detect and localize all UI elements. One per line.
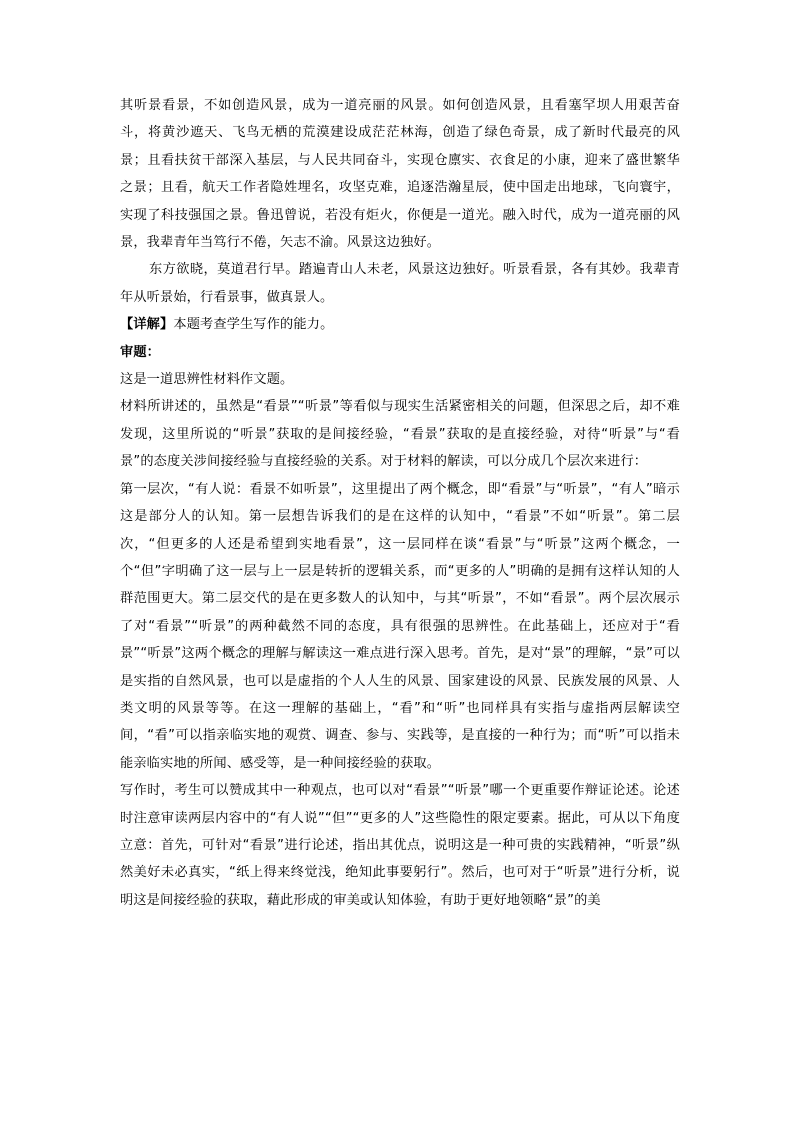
analysis-paragraph-4: 写作时，考生可以赞成其中一种观点，也可以对“看景”“听景”哪一个更重要作辩证论述。论述时注意审读两层内容中的“有人说”“但”“更多的人”这些隐性的限定要素。据此，可从以下角度立意：首先，可针对“看景”进行论述，指出其优点，说明这是一种可贵的实践精神，“听景”纵然美好未必真实，“纸上得来终觉浅，绝知此事要躬行”。然后，也可对于“听景”进行分析，说明这是间接经验的获取，藉此形成的审美或认知体验，有助于更好地领略“景”的美 (120, 783, 680, 908)
review-heading: 审题： (120, 344, 161, 360)
analysis-paragraph-1: 这是一道思辨性材料作文题。 (120, 372, 294, 388)
analysis-paragraph-2: 材料所讲述的，虽然是“看景”“听景”等看似与现实生活紧密相关的问题，但深思之后，却不难发现，这里所说的“听景”获取的是间接经验，“看景”获取的是直接经验，对待“听景”与“看景”的态度关涉间接经验与直接经验的关系。对于材料的解读，可以分成几个层次来进行： (120, 399, 680, 470)
detail-label: 【详解】 (120, 317, 174, 333)
document-page (120, 92, 680, 914)
essay-paragraph-2: 东方欲晓，莫道君行早。踏遍青山人未老，风景这边独好。听景看景，各有其妙。我辈青年从听景始，行看景事，做真景人。 (120, 262, 680, 305)
detail-text: 本题考查学生写作的能力。 (173, 317, 334, 333)
essay-paragraph-1: 其听景看景，不如创造风景，成为一道亮丽的风景。如何创造风景，且看塞罕坝人用艰苦奋斗，将黄沙遮天、飞鸟无栖的荒漠建设成茫茫林海，创造了绿色奇景，成了新时代最亮的风景；且看扶贫干部深入基层，与人民共同奋斗，实现仓廪实、衣食足的小康，迎来了盛世繁华之景；且看，航天工作者隐姓埋名，攻坚克难，追逐浩瀚星辰，使中国走出地球，飞向寰宇，实现了科技强国之景。鲁迅曾说，若没有炬火，你便是一道光。融入时代，成为一道亮丽的风景，我辈青年当笃行不倦，矢志不渝。风景这边独好。 (120, 98, 680, 251)
detail-line (120, 311, 680, 338)
analysis-paragraph-3: 第一层次，“有人说：看景不如听景”，这里提出了两个概念，即“看景”与“听景”，“有人”暗示这是部分人的认知。第一层想告诉我们的是在这样的认知中，“看景”不如“听景”。第二层次，“但更多的人还是希望到实地看景”，这一层同样在谈“看景”与“听景”这两个概念，一个“但”字明确了这一层与上一层是转折的逻辑关系，而“更多的人”明确的是拥有这样认知的人群范围更大。第二层交代的是在更多数人的认知中，与其“听景”，不如“看景”。两个层次展示了对“看景”“听景”的两种截然不同的态度，具有很强的思辨性。在此基础上，还应对于“看景”“听景”这两个概念的理解与解读这一难点进行深入思考。首先，是对“景”的理解，“景”可以是实指的自然风景，也可以是虚指的个人人生的风景、国家建设的风景、民族发展的风景、人类文明的风景等等。在这一理解的基础上，“看”和“听”也同样具有实指与虚指两层解读空间，“看”可以指亲临实地的观赏、调查、参与、实践等，是直接的一种行为；而“听”可以指未能亲临实地的所闻、感受等，是一种间接经验的获取。 (120, 481, 680, 771)
